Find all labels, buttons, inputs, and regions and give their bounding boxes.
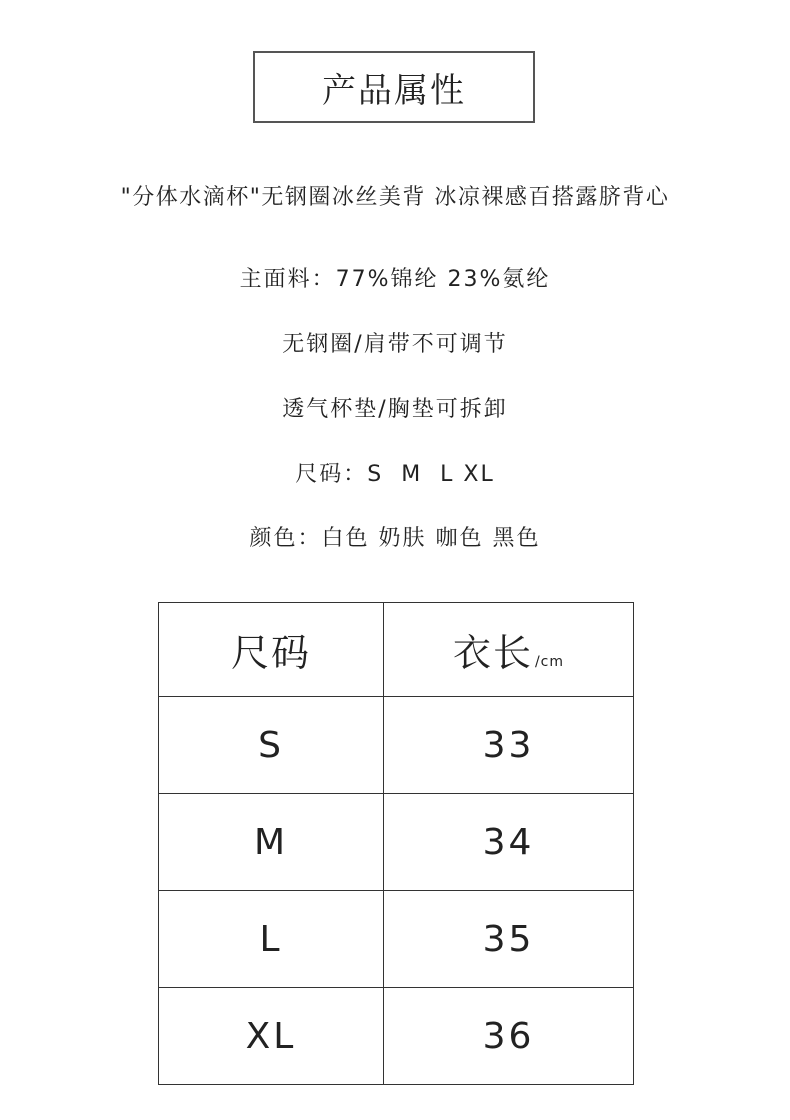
- cell-size: XL: [159, 988, 384, 1085]
- header-length-unit: /cm: [534, 654, 565, 670]
- header-length: [384, 603, 634, 697]
- cell-length: 35: [384, 891, 634, 988]
- size-table: [158, 602, 634, 1085]
- table-row: [159, 988, 634, 1085]
- section-title: 产品属性: [253, 51, 535, 123]
- attribute-underwire: 无钢圈/肩带不可调节: [282, 332, 508, 357]
- table-row: [159, 891, 634, 988]
- cell-length: 36: [384, 988, 634, 1085]
- cell-size: L: [159, 891, 384, 988]
- attribute-pads: 透气杯垫/胸垫可拆卸: [282, 397, 508, 422]
- attribute-colors: 颜色：白色 奶肤 咖色 黑色: [249, 526, 541, 551]
- table-row: [159, 794, 634, 891]
- product-headline: "分体水滴杯"无钢圈冰丝美背 冰凉裸感百搭露脐背心: [120, 185, 670, 210]
- table-header-row: [159, 603, 634, 697]
- attribute-sizes: 尺码：S M L XL: [295, 462, 495, 487]
- header-size: 尺码: [159, 603, 384, 697]
- cell-length: 33: [384, 697, 634, 794]
- header-length-label: 衣长: [452, 631, 533, 675]
- cell-size: S: [159, 697, 384, 794]
- cell-length: 34: [384, 794, 634, 891]
- table-row: [159, 697, 634, 794]
- attribute-material: 主面料：77%锦纶 23%氨纶: [239, 267, 551, 292]
- cell-size: M: [159, 794, 384, 891]
